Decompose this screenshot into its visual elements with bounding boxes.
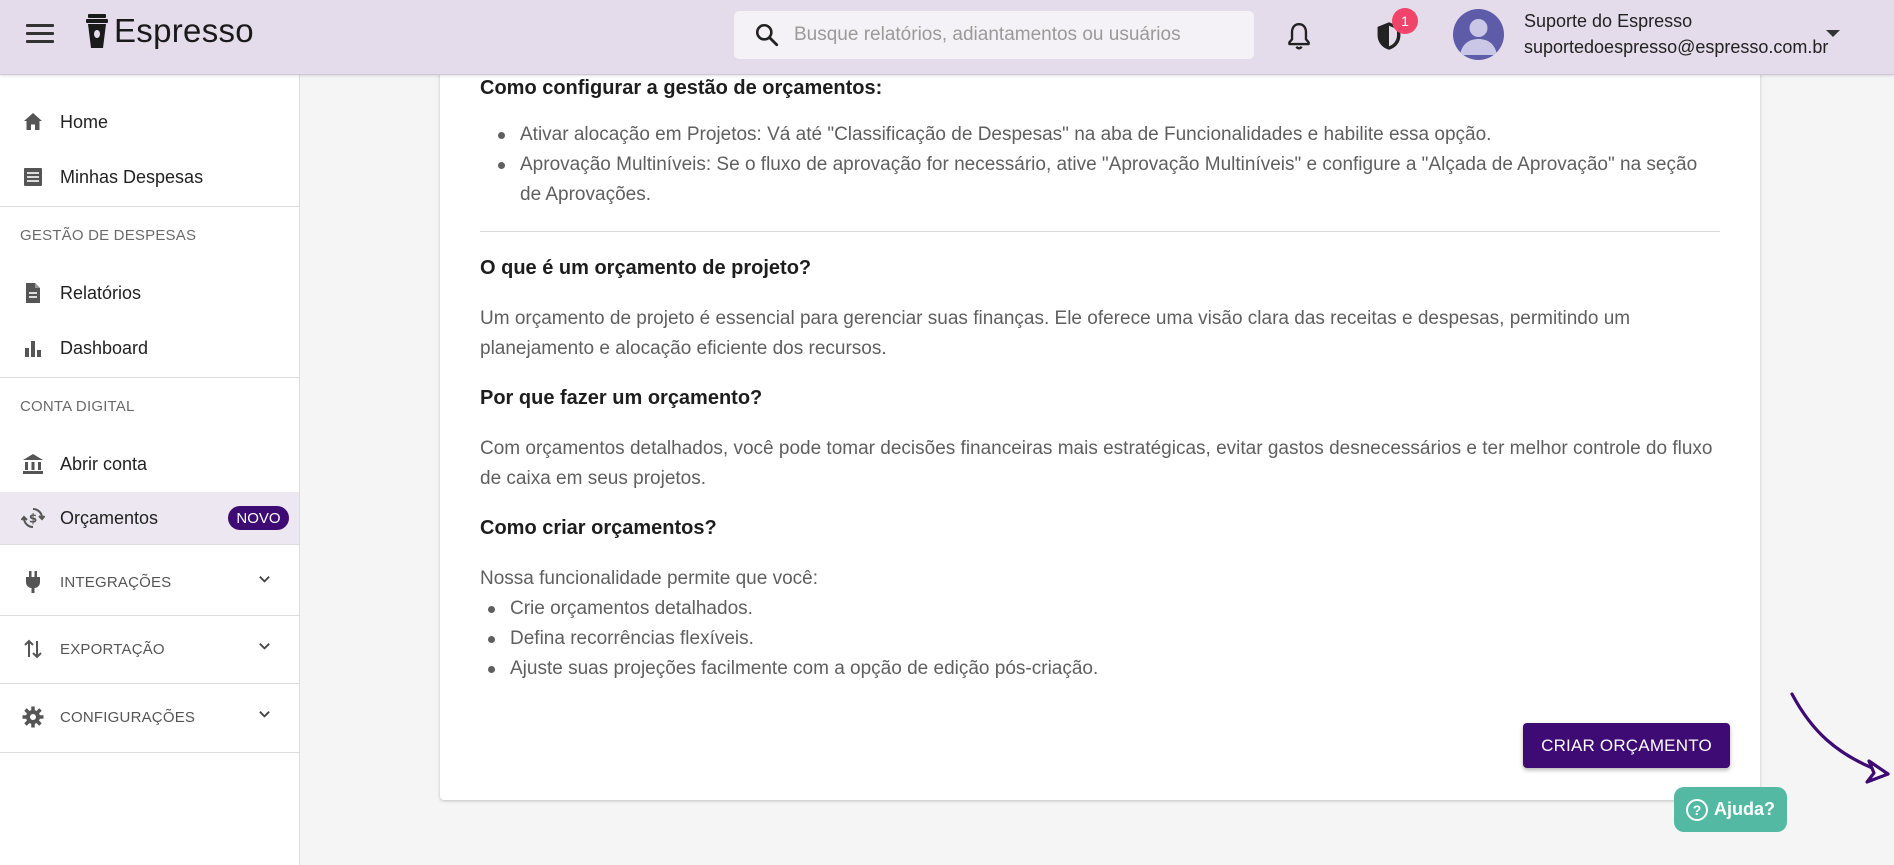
how-section-intro: Nossa funcionalidade permite que você: [480,568,818,589]
sidebar-divider [0,683,299,684]
sidebar-divider [0,544,299,545]
sidebar-item-dashboard[interactable] [0,323,299,373]
sidebar-item-home[interactable] [0,97,299,147]
search-icon [754,22,780,48]
new-badge: NOVO [228,506,289,530]
sidebar-item-orcamentos[interactable] [0,492,299,544]
question-mark-icon: ? [1686,799,1708,821]
sidebar-item-label: INTEGRAÇÕES [60,573,172,591]
sidebar-item-minhas-despesas[interactable] [0,152,299,202]
budget-info-card [440,60,1760,800]
sidebar-divider [0,752,299,753]
list-item: Ativar alocação em Projetos: Vá até "Classificação de Despesas" na aba de Funcionalidades e habilite essa opção. [490,120,1720,150]
sidebar-item-label: Dashboard [60,337,149,358]
sidebar-item-relatorios[interactable] [0,268,299,318]
config-section-title: Como configurar a gestão de orçamentos: [480,77,883,99]
what-section-text: Um orçamento de projeto é essencial para gerenciar suas finanças. Ele oferece uma visão clara das receitas e despesas, permitindo um planejamento e alocação eficiente dos recursos. [480,308,1631,359]
top-header [0,0,1894,75]
why-section-title: Por que fazer um orçamento? [480,387,763,409]
list-item: Crie orçamentos detalhados. [480,594,1580,624]
sidebar [0,75,300,865]
bar-chart-icon [21,336,45,360]
home-icon [21,110,45,134]
help-label: Ajuda? [1714,799,1775,819]
sidebar-divider [0,615,299,616]
chevron-down-icon[interactable] [258,708,271,721]
user-avatar[interactable] [1453,9,1504,60]
sidebar-item-exportacao[interactable] [0,621,299,677]
user-silhouette-icon [1453,9,1504,60]
sidebar-item-label: Orçamentos [60,507,159,528]
create-budget-button[interactable]: CRIAR ORÇAMENTO [1523,723,1730,768]
svg-text:$: $ [28,511,38,526]
config-list [490,120,1720,210]
hamburger-menu-icon[interactable] [26,24,54,48]
notification-count-badge: 1 [1392,8,1418,34]
document-icon [21,281,45,305]
user-name: Suporte do Espresso [1524,11,1693,31]
user-menu-caret-icon[interactable] [1826,30,1840,37]
receipt-list-icon [21,165,45,189]
bank-icon [21,452,45,476]
coffee-cup-logo-icon [86,12,108,50]
list-item: Ajuste suas projeções facilmente com a opção de edição pós-criação. [480,654,1580,684]
chevron-down-icon[interactable] [258,573,271,586]
list-item: Aprovação Multiníveis: Se o fluxo de aprovação for necessário, ative "Aprovação Multiníveis" e configure a "Alçada de Aprovação" na seção de Aprovações. [490,150,1720,210]
bell-icon[interactable] [1286,21,1312,51]
section-divider [480,231,1720,232]
sidebar-item-abrir-conta[interactable] [0,439,299,489]
sidebar-divider [0,377,299,378]
list-item: Defina recorrências flexíveis. [480,624,1580,654]
logo-text: Espresso [114,12,254,49]
sidebar-item-integracoes[interactable] [0,554,299,610]
pointer-arrow-icon [1780,688,1894,788]
sidebar-item-label: Minhas Despesas [60,166,204,187]
sidebar-divider [0,206,299,207]
how-section-title: Como criar orçamentos? [480,517,717,539]
sidebar-item-label: Home [60,111,109,132]
gear-icon [21,705,45,729]
logo[interactable] [86,12,254,50]
sidebar-item-label: Abrir conta [60,453,148,474]
search-bar[interactable] [734,11,1254,59]
section-title-conta: CONTA DIGITAL [20,398,135,415]
sidebar-item-label: Relatórios [60,282,142,303]
search-input[interactable] [794,24,1234,46]
sidebar-item-label: CONFIGURAÇÕES [60,708,196,726]
sidebar-item-label: EXPORTAÇÃO [60,640,165,658]
budget-cycle-icon [21,506,45,530]
swap-vertical-icon [21,637,45,661]
how-list [480,594,1580,684]
sidebar-item-configuracoes[interactable] [0,689,299,745]
plug-icon [21,570,45,594]
user-email: suportedoespresso@espresso.com.br [1524,37,1829,57]
chevron-down-icon[interactable] [258,640,271,653]
help-button[interactable] [1674,787,1787,832]
section-title-gestao: GESTÃO DE DESPESAS [20,227,197,244]
why-section-text: Com orçamentos detalhados, você pode tomar decisões financeiras mais estratégicas, evitar gastos desnecessários e ter melhor controle do fluxo de caixa em seus projetos. [480,438,1713,489]
what-section-title: O que é um orçamento de projeto? [480,257,812,279]
